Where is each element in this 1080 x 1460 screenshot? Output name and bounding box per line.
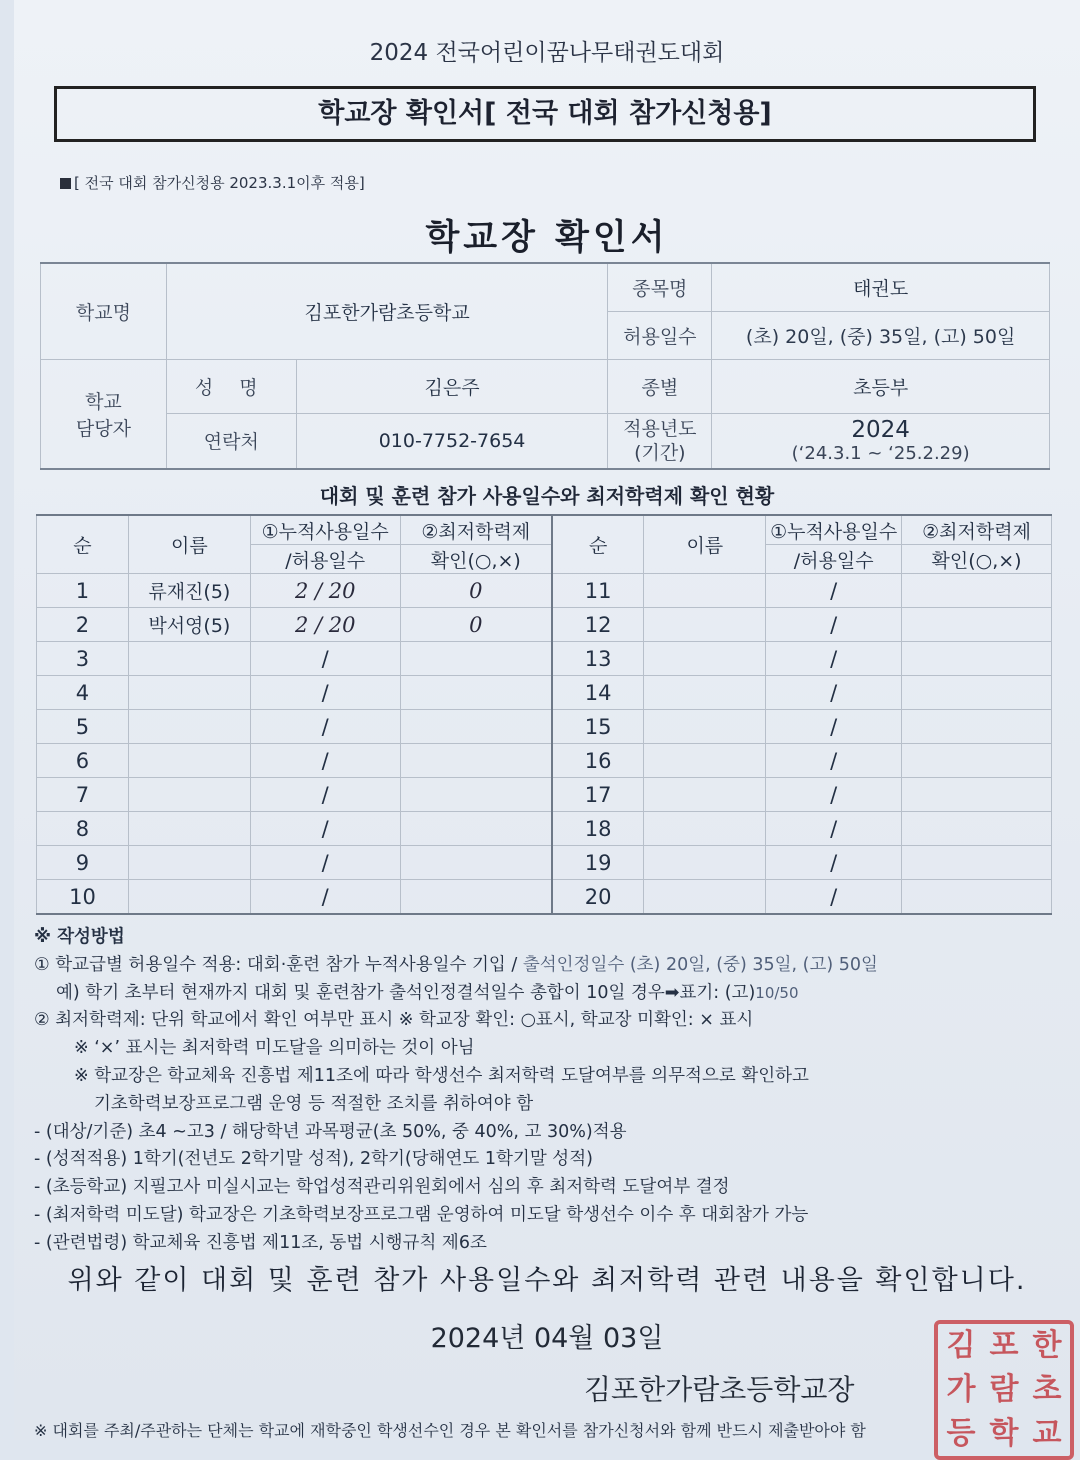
row-check (400, 642, 552, 676)
instructions-title: ※ 작성방법 (34, 927, 125, 947)
row-check-right (902, 846, 1052, 880)
athlete-usage-table (36, 514, 1052, 915)
table-row (37, 846, 1052, 880)
row-check (400, 710, 552, 744)
instruction-1-days: 출석인정일수 (초) 20일, (중) 35일, (고) 50일 (522, 954, 878, 975)
applied-year-label: 적용년도 (기간) (608, 413, 712, 469)
row-days: / (250, 778, 400, 812)
header-name: 이름 (128, 515, 250, 574)
seal-character: 김 (946, 1328, 976, 1363)
table-row (37, 642, 1052, 676)
row-no-right: 18 (552, 812, 644, 846)
application-note-text: [ 전국 대회 참가신청용 2023.3.1이후 적용] (74, 174, 365, 192)
event-name-value: 태권도 (712, 263, 1050, 311)
header-days-line1-right: ①누적사용일수 (766, 515, 902, 545)
header-academic-line1-right: ②최저학력제 (902, 515, 1052, 545)
header-no: 순 (37, 515, 129, 574)
row-name-right (644, 608, 766, 642)
instruction-note-1: ※ ‘×’ 표시는 최저학력 미도달을 의미하는 것이 아님 (74, 1038, 475, 1059)
row-days: / (250, 812, 400, 846)
row-name (128, 710, 250, 744)
instruction-example (34, 980, 1064, 1008)
seal-character: 등 (946, 1416, 976, 1451)
official-seal (934, 1320, 1074, 1460)
table-row (37, 744, 1052, 778)
header-days-line2: /허용일수 (250, 545, 400, 574)
row-no: 10 (37, 880, 129, 915)
table-row (37, 574, 1052, 608)
table-row (37, 710, 1052, 744)
row-name (128, 778, 250, 812)
row-name (128, 880, 250, 915)
header-no-right: 순 (552, 515, 644, 574)
application-note (60, 172, 365, 193)
row-days: / (250, 642, 400, 676)
row-no: 1 (37, 574, 129, 608)
row-check-right (902, 676, 1052, 710)
row-days-right: / (766, 642, 902, 676)
row-days: / (250, 846, 400, 880)
row-name-right (644, 710, 766, 744)
school-name-label: 학교명 (41, 263, 167, 359)
allowed-days-value: (초) 20일, (중) 35일, (고) 50일 (712, 311, 1050, 359)
row-no-right: 15 (552, 710, 644, 744)
instruction-1 (34, 952, 1064, 980)
row-days-right: / (766, 778, 902, 812)
instruction-elementary: - (초등학교) 지필고사 미실시교는 학업성적관리위원회에서 심의 후 최저학력 도달여부 결정 (34, 1177, 730, 1198)
row-name (128, 744, 250, 778)
instruction-example-text: 예) 학기 초부터 현재까지 대회 및 훈련참가 출석인정결석일수 총합이 10일 경우➡표기: (고) (56, 982, 756, 1003)
header-days-line1: ①누적사용일수 (250, 515, 400, 545)
row-no: 4 (37, 676, 129, 710)
instruction-grades: - (성적적용) 1학기(전년도 2학기말 성적), 2학기(당해연도 1학기말 성적) (34, 1149, 593, 1170)
row-name-right (644, 676, 766, 710)
instruction-law: - (관련법령) 학교체육 진흥법 제11조, 동법 시행규칙 제6조 (34, 1232, 487, 1253)
division-value: 초등부 (712, 359, 1050, 413)
usage-table-caption: 대회 및 훈련 참가 사용일수와 최저학력제 확인 현황 (319, 484, 775, 508)
table-row (37, 812, 1052, 846)
seal-character: 포 (989, 1328, 1019, 1363)
row-check: 0 (400, 608, 552, 642)
event-name-label: 종목명 (608, 263, 712, 311)
header-academic-line1: ②최저학력제 (400, 515, 552, 545)
manager-label: 학교 담당자 (41, 359, 167, 469)
row-check (400, 812, 552, 846)
header-name-right: 이름 (644, 515, 766, 574)
contact-label: 연락처 (166, 413, 296, 469)
seal-character: 초 (1032, 1372, 1062, 1407)
writing-instructions (34, 924, 1064, 1258)
table-row (37, 608, 1052, 642)
applied-year-cell (712, 413, 1050, 469)
seal-character: 가 (946, 1372, 976, 1407)
document-page (14, 0, 1080, 1451)
seal-character: 학 (989, 1416, 1019, 1451)
square-bullet-icon (60, 178, 71, 189)
row-no-right: 16 (552, 744, 644, 778)
row-no: 3 (37, 642, 129, 676)
row-check-right (902, 642, 1052, 676)
row-no: 5 (37, 710, 129, 744)
row-no-right: 13 (552, 642, 644, 676)
header-days-line2-right: /허용일수 (766, 545, 902, 574)
applied-year-value: 2024 (851, 417, 910, 444)
row-name-right (644, 744, 766, 778)
school-name-value: 김포한가람초등학교 (166, 263, 608, 359)
person-name-label: 성 명 (166, 359, 296, 413)
confirmation-statement: 위와 같이 대회 및 훈련 참가 사용일수와 최저학력 관련 내용을 확인합니다. (67, 1265, 1027, 1296)
principal-name: 김포한가람초등학교장 (584, 1373, 855, 1406)
confirmation-banner: 학교장 확인서[ 전국 대회 참가신청용] (54, 86, 1036, 142)
document-title: 학교장 확인서 (425, 218, 669, 258)
row-days-right: / (766, 744, 902, 778)
event-title: 2024 전국어린이꿈나무태권도대회 (369, 40, 725, 66)
row-days: 2 / 20 (250, 574, 400, 608)
row-name: 박서영(5) (128, 608, 250, 642)
row-name: 류재진(5) (128, 574, 250, 608)
instruction-unmet: - (최저학력 미도달) 학교장은 기초학력보장프로그램 운영하여 미도달 학생선수 이수 후 대회참가 가능 (34, 1204, 809, 1225)
row-no: 6 (37, 744, 129, 778)
row-check (400, 744, 552, 778)
row-name (128, 642, 250, 676)
row-days-right: / (766, 676, 902, 710)
row-check-right (902, 880, 1052, 915)
row-days: / (250, 710, 400, 744)
row-check-right (902, 710, 1052, 744)
row-check-right (902, 744, 1052, 778)
row-no-right: 20 (552, 880, 644, 915)
row-check-right (902, 778, 1052, 812)
instruction-example-value: 10/50 (755, 983, 799, 1002)
table-row (37, 880, 1052, 915)
row-name-right (644, 846, 766, 880)
person-name-value: 김은주 (296, 359, 608, 413)
instruction-note-2: ※ 학교장은 학교체육 진흥법 제11조에 따라 학생선수 최저학력 도달여부를 의무적으로 확인하고 (74, 1065, 809, 1086)
footnote: ※ 대회를 주최/주관하는 단체는 학교에 재학중인 학생선수인 경우 본 확인서를 참가신청서와 함께 반드시 제출받아야 함 (34, 1421, 866, 1440)
table-row (37, 676, 1052, 710)
row-name-right (644, 778, 766, 812)
instruction-note-2-cont: 기초학력보장프로그램 운영 등 적절한 조치를 취하여야 함 (94, 1093, 534, 1114)
row-no-right: 19 (552, 846, 644, 880)
row-days-right: / (766, 710, 902, 744)
row-name-right (644, 812, 766, 846)
seal-character: 교 (1032, 1416, 1062, 1451)
allowed-days-label: 허용일수 (608, 311, 712, 359)
row-check: 0 (400, 574, 552, 608)
issue-date: 2024년 04월 03일 (430, 1323, 664, 1354)
row-no: 7 (37, 778, 129, 812)
row-check (400, 846, 552, 880)
row-days: / (250, 744, 400, 778)
row-name (128, 846, 250, 880)
row-no-right: 12 (552, 608, 644, 642)
instruction-2: ② 최저학력제: 단위 학교에서 확인 여부만 표시 ※ 학교장 확인: ○표시, 학교장 미확인: × 표시 (34, 1010, 754, 1031)
row-check (400, 880, 552, 915)
row-days-right: / (766, 880, 902, 915)
row-days: / (250, 880, 400, 915)
row-days-right: / (766, 812, 902, 846)
row-days-right: / (766, 846, 902, 880)
row-check (400, 676, 552, 710)
row-check-right (902, 608, 1052, 642)
row-check-right (902, 812, 1052, 846)
row-name-right (644, 880, 766, 915)
row-days-right: / (766, 574, 902, 608)
school-info-table (40, 262, 1050, 470)
row-days: 2 / 20 (250, 608, 400, 642)
row-no: 9 (37, 846, 129, 880)
seal-character: 한 (1032, 1328, 1062, 1363)
instruction-1-text: ① 학교급별 허용일수 적용: 대회·훈련 참가 누적사용일수 기입 / (34, 954, 523, 975)
seal-character: 람 (989, 1372, 1019, 1407)
row-no-right: 17 (552, 778, 644, 812)
row-check (400, 778, 552, 812)
row-no-right: 11 (552, 574, 644, 608)
row-no: 2 (37, 608, 129, 642)
row-name-right (644, 642, 766, 676)
table-row (37, 778, 1052, 812)
header-academic-line2-right: 확인(○,×) (902, 545, 1052, 574)
applied-period: (‘24.3.1 ~ ‘25.2.29) (791, 443, 970, 465)
instruction-target: - (대상/기준) 초4 ~고3 / 해당학년 과목평균(초 50%, 중 40%, 고 30%)적용 (34, 1121, 627, 1142)
row-name-right (644, 574, 766, 608)
row-name (128, 812, 250, 846)
row-no: 8 (37, 812, 129, 846)
row-name (128, 676, 250, 710)
row-no-right: 14 (552, 676, 644, 710)
row-check-right (902, 574, 1052, 608)
row-days: / (250, 676, 400, 710)
division-label: 종별 (608, 359, 712, 413)
row-days-right: / (766, 608, 902, 642)
header-academic-line2: 확인(○,×) (400, 545, 552, 574)
contact-value: 010-7752-7654 (296, 413, 608, 469)
